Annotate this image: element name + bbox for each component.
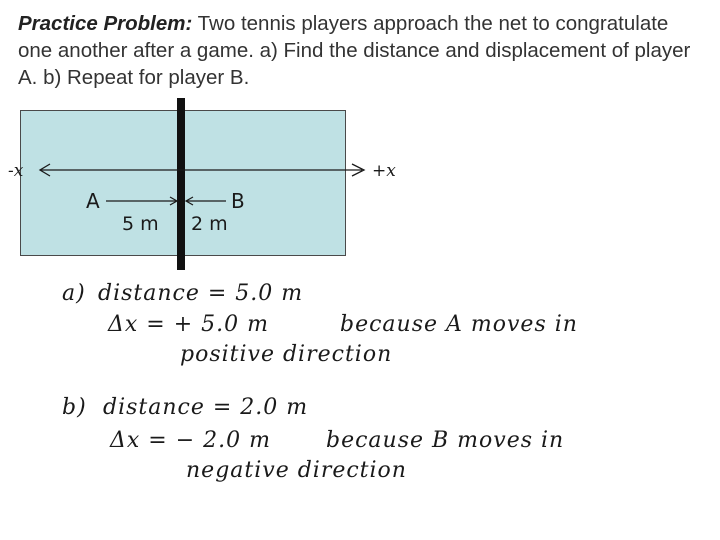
part-b-because: because B moves in	[326, 428, 565, 453]
distance-b-label: 2 m	[191, 213, 228, 235]
part-b-distance: distance = 2.0 m	[103, 395, 309, 420]
part-b-displacement: Δx = − 2.0 m	[110, 428, 271, 453]
distance-a-label: 5 m	[122, 213, 159, 235]
neg-axis-label: -x	[8, 161, 24, 181]
player-a-label: A	[86, 189, 100, 213]
part-b-marker: b)	[62, 395, 87, 420]
part-b-direction: negative direction	[186, 458, 407, 483]
pos-axis-label: +x	[372, 161, 396, 181]
part-a-direction: positive direction	[180, 342, 393, 367]
problem-text: Two tennis players approach the net to congratulate one another after a game. a) Find the distance and displacement of player A. b) Repeat for player B.	[18, 12, 691, 89]
part-a-marker: a)	[62, 281, 86, 306]
part-a-because: because A moves in	[340, 312, 578, 337]
player-b-label: B	[231, 189, 245, 213]
problem-lead: Practice Problem:	[18, 12, 193, 35]
part-a-distance: distance = 5.0 m	[98, 281, 304, 306]
part-a-displacement: Δx = + 5.0 m	[108, 312, 269, 337]
